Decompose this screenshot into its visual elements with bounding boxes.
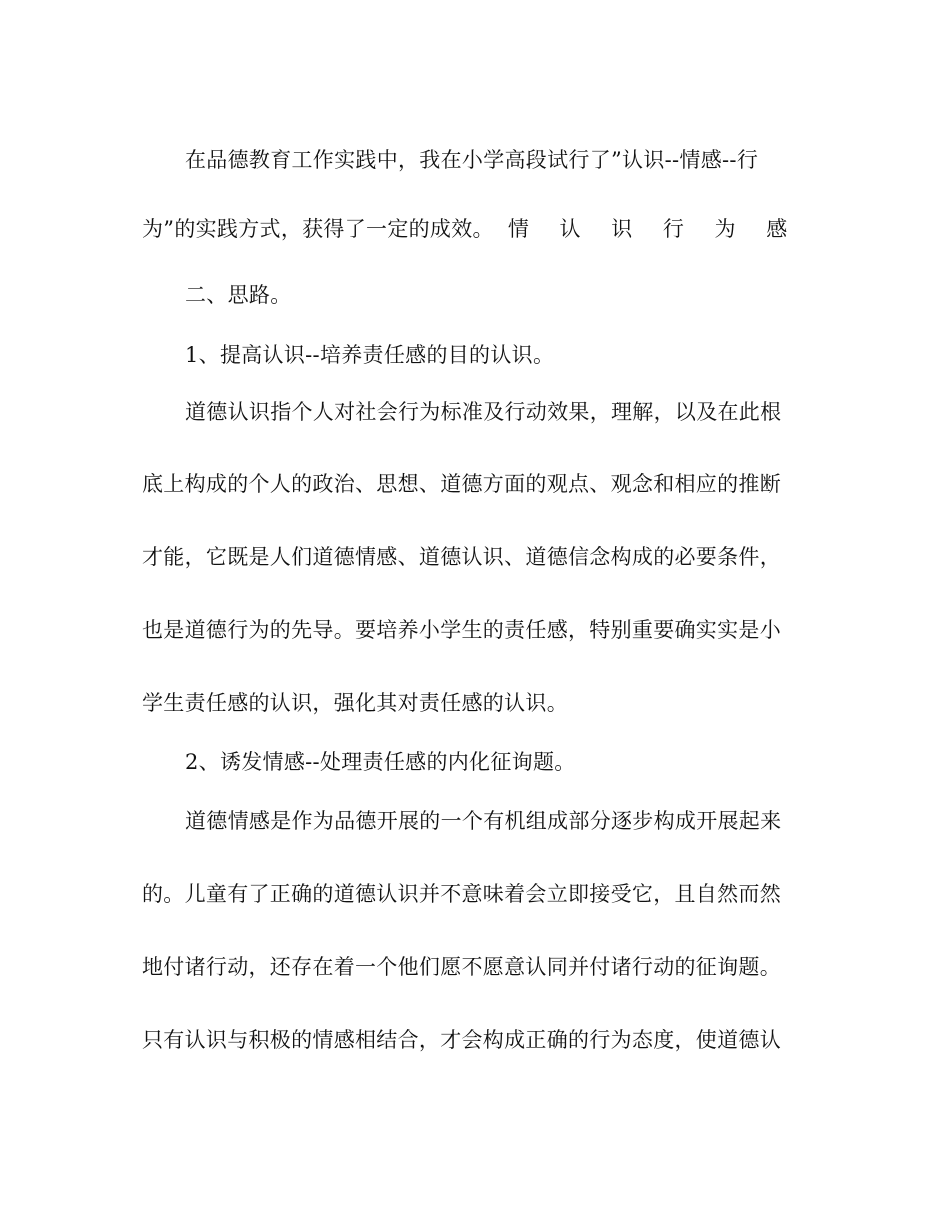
paragraph-line: 只有认识与积极的情感相结合，才会构成正确的行为态度，使道德认 (142, 1028, 781, 1052)
paragraph-line: 道德认识指个人对社会行为标准及行动效果，理解，以及在此根 (185, 400, 782, 424)
paragraph-line: 道德情感是作为品德开展的一个有机组成部分逐步构成开展起来 (185, 809, 782, 833)
paragraph-line: 才能，它既是人们道德情感、道德认识、道德信念构成的必要条件， (142, 545, 781, 569)
paragraph-line: 的。儿童有了正确的道德认识并不意味着会立即接受它，且自然而然 (142, 882, 781, 906)
paragraph-line: 在品德教育工作实践中，我在小学高段试行了”认识--情感--行 (185, 148, 759, 172)
paragraph-line-text: 为”的实践方式，获得了一定的成效。 (142, 217, 494, 241)
paragraph-line: 地付诸行动，还存在着一个他们愿不愿意认同并付诸行动的征询题。 (142, 955, 781, 979)
paragraph-line: 也是道德行为的先导。要培养小学生的责任感，特别重要确实实是小 (142, 618, 781, 642)
paragraph-line (142, 214, 799, 244)
inline-fragment: 情 认 识 行 为 感 (507, 217, 800, 241)
subsection-heading: 2、诱发情感--处理责任感的内化征询题。 (185, 750, 576, 774)
section-heading: 二、思路。 (185, 283, 292, 307)
subsection-heading: 1、提高认识--培养责任感的目的认识。 (185, 343, 555, 367)
paragraph-line: 学生责任感的认识，强化其对责任感的认识。 (142, 691, 568, 715)
paragraph-line: 底上构成的个人的政治、思想、道德方面的观点、观念和相应的推断 (142, 472, 781, 496)
